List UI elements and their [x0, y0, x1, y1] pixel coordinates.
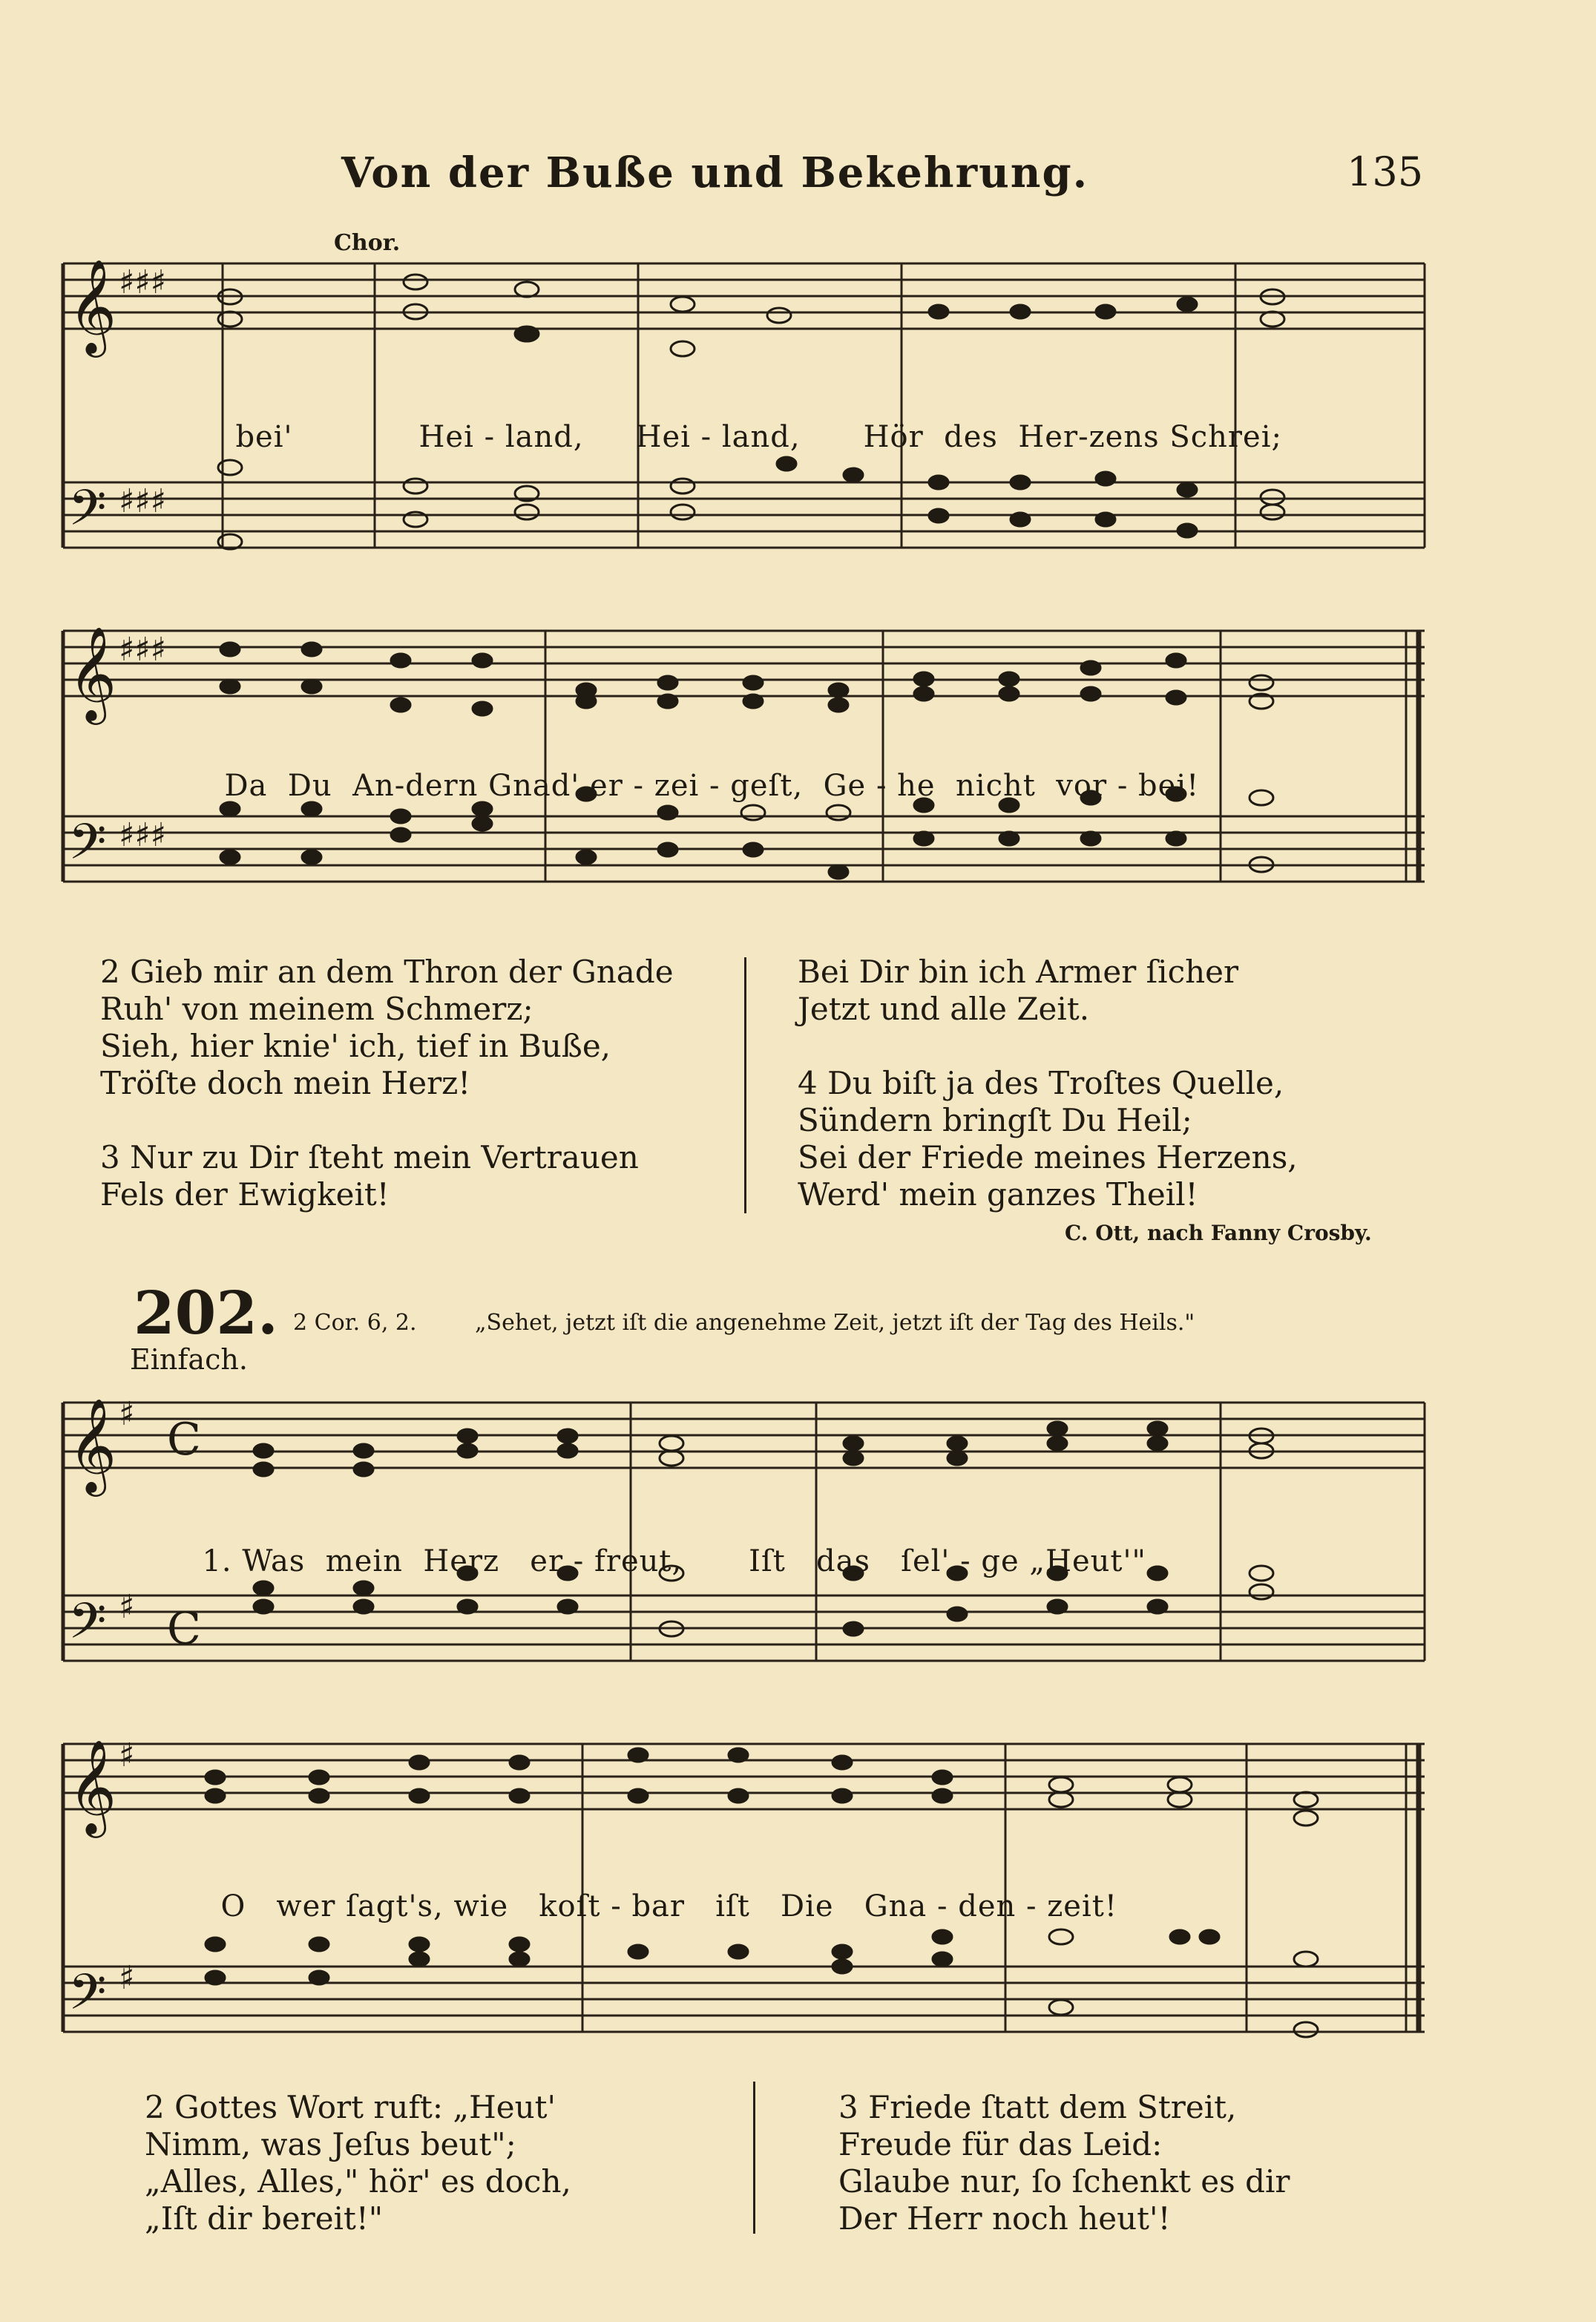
bass-clef-icon: 𝄢	[68, 1593, 107, 1662]
page-number: 135	[1347, 148, 1424, 195]
lyrics-system4	[200, 1855, 1117, 1923]
lyric-word: bei'	[235, 420, 293, 454]
tempo-marking: Einfach.	[130, 1343, 248, 1376]
verse-line: 4 Du biſt ja des Troſtes Quelle,	[798, 1065, 1284, 1101]
lyric-word: ſagt's,	[346, 1889, 444, 1923]
svg-text:♯: ♯	[119, 1959, 135, 1997]
lyric-word: freut,	[594, 1544, 683, 1578]
verse-line: Sieh, hier knie' ich, tief in Buße,	[100, 1028, 611, 1064]
lyric-word: er	[590, 769, 623, 803]
svg-text:♯: ♯	[119, 1395, 135, 1433]
svg-text:♯♯♯: ♯♯♯	[119, 631, 166, 669]
verse-line: 2 Gieb mir an dem Thron der Gnade	[100, 954, 674, 990]
verse-line: Nimm, was Jeſus beut";	[145, 2126, 516, 2162]
svg-text:♯♯♯: ♯♯♯	[119, 816, 166, 854]
author-credit: C. Ott, nach Fanny Crosby.	[1065, 1221, 1372, 1245]
lyrics-system1	[215, 386, 1282, 454]
lyric-word: ſel'	[901, 1544, 950, 1578]
lyric-word: mein	[325, 1544, 403, 1578]
lyric-word: Die	[781, 1889, 834, 1923]
lyric-word: Hör	[863, 420, 924, 454]
lyric-word: Herz	[423, 1544, 500, 1578]
lyric-hyphen: -	[633, 769, 645, 803]
lyric-word: he	[897, 769, 936, 803]
lyric-word: den	[958, 1889, 1017, 1923]
lyric-hyphen: -	[876, 769, 887, 803]
scripture-quote: „Sehet, jetzt iſt die angenehme Zeit, jetzt iſt der Tag des Heils."	[475, 1310, 1195, 1336]
lyric-word: Gna	[864, 1889, 927, 1923]
lyric-word: bei!	[1138, 769, 1200, 803]
lyric-word: dern	[405, 769, 479, 803]
verse-line: Jetzt und alle Zeit.	[798, 991, 1090, 1027]
lyric-word: Da	[224, 769, 268, 803]
lyric-hyphen: -	[394, 769, 406, 803]
verse-line: 3 Nur zu Dir ſteht mein Vertrauen	[100, 1139, 639, 1175]
lyric-word: zens	[1088, 420, 1160, 454]
verses-left-column	[100, 954, 738, 1213]
treble-clef-icon: 𝄞	[68, 626, 117, 721]
verse-line: 2 Gottes Wort ruft: „Heut'	[145, 2089, 556, 2125]
verse-line: Freude für das Leid:	[838, 2126, 1163, 2162]
verse-spacer	[798, 1028, 1421, 1065]
lyric-hyphen: -	[960, 1544, 971, 1578]
lyric-word: wer	[276, 1889, 336, 1923]
lyric-word: das	[816, 1544, 870, 1578]
verse-line: „Alles, Alles," hör' es doch,	[145, 2163, 571, 2200]
lyrics-system3	[182, 1510, 1157, 1578]
svg-text:♯♯♯: ♯♯♯	[119, 263, 166, 301]
column-divider	[753, 2082, 755, 2234]
verses-right-column	[798, 954, 1421, 1213]
svg-text:C: C	[167, 1414, 201, 1466]
verse-line: Ruh' von meinem Schmerz;	[100, 991, 533, 1027]
lyric-word: Hei	[418, 420, 474, 454]
lyric-hyphen: -	[1026, 1889, 1037, 1923]
lyric-word: Ge	[823, 769, 867, 803]
lyric-word: land,	[721, 420, 801, 454]
lyric-word: iſt	[715, 1889, 750, 1923]
lyric-word: Gnad'	[488, 769, 580, 803]
lyric-word: nicht	[956, 769, 1036, 803]
verses-right-column-202	[838, 2089, 1417, 2237]
lyric-hyphen: -	[700, 420, 712, 454]
lyric-word: zeit!	[1047, 1889, 1117, 1923]
verse-line: 3 Friede ſtatt dem Streit,	[838, 2089, 1237, 2125]
bass-clef-icon: 𝄢	[68, 479, 107, 548]
lyric-word: Iſt	[749, 1544, 786, 1578]
lyric-word: Du	[287, 769, 332, 803]
lyric-word: Hei	[635, 420, 691, 454]
lyric-hyphen: -	[611, 1889, 622, 1923]
lyric-hyphen: -	[1078, 420, 1089, 454]
verse-line: Sündern bringſt Du Heil;	[798, 1102, 1192, 1138]
lyric-word: koſt	[539, 1889, 601, 1923]
lyric-hyphen: -	[573, 1544, 585, 1578]
lyric-word: wie	[453, 1889, 509, 1923]
lyric-word: Schrei;	[1169, 420, 1282, 454]
lyric-word: Her	[1018, 420, 1079, 454]
svg-text:♯♯♯: ♯♯♯	[119, 482, 166, 520]
running-header: Von der Buße und Bekehrung.	[341, 148, 1089, 197]
lyric-word: des	[944, 420, 998, 454]
hymn-number: 202.	[134, 1278, 278, 1348]
verse-line: Sei der Friede meines Herzens,	[798, 1139, 1298, 1175]
lyric-word: er	[530, 1544, 564, 1578]
staff-system4-bass	[63, 1967, 1425, 2032]
lyric-word: zei	[654, 769, 700, 803]
lyric-word: „Heut'",	[1029, 1544, 1157, 1578]
verse-line: Glaube nur, ſo ſchenkt es dir	[838, 2163, 1290, 2200]
lyric-hyphen: -	[937, 1889, 948, 1923]
lyric-word: 1. Was	[202, 1544, 306, 1578]
treble-clef-icon: 𝄞	[68, 1397, 117, 1492]
verse-line: Bei Dir bin ich Armer ſicher	[798, 954, 1239, 990]
lyric-hyphen: -	[709, 769, 720, 803]
lyric-word: An	[352, 769, 395, 803]
verse-line: Der Herr noch heut'!	[838, 2200, 1171, 2237]
treble-clef-icon: 𝄞	[68, 1739, 117, 1834]
bass-clef-icon: 𝄢	[68, 1964, 107, 2033]
verse-line: Werd' mein ganzes Theil!	[798, 1176, 1198, 1213]
lyric-hyphen: -	[1117, 769, 1129, 803]
lyric-word: O	[220, 1889, 246, 1923]
lyric-word: geſt,	[730, 769, 804, 803]
lyric-word: land,	[505, 420, 584, 454]
verse-line: Tröſte doch mein Herz!	[100, 1065, 471, 1101]
verse-line: „Iſt dir bereit!"	[145, 2200, 384, 2237]
lyric-word: vor	[1056, 769, 1108, 803]
column-divider	[744, 957, 746, 1213]
voice-label: Chor.	[334, 230, 401, 256]
verse-spacer	[100, 1102, 738, 1139]
svg-text:♯: ♯	[119, 1588, 135, 1626]
lyric-hyphen: -	[484, 420, 496, 454]
lyrics-system2	[204, 735, 1199, 803]
lyric-word: ge	[981, 1544, 1019, 1578]
treble-clef-icon: 𝄞	[68, 258, 117, 353]
verse-line: Fels der Ewigkeit!	[100, 1176, 390, 1213]
staff-system1-bass	[63, 482, 1425, 548]
svg-text:C: C	[167, 1603, 201, 1655]
staff-system1-treble	[63, 263, 1425, 329]
bass-clef-icon: 𝄢	[68, 813, 107, 882]
lyric-word: bar	[631, 1889, 686, 1923]
svg-text:♯: ♯	[119, 1736, 135, 1774]
scripture-reference: 2 Cor. 6, 2.	[293, 1310, 417, 1336]
verses-left-column-202	[145, 2089, 738, 2237]
